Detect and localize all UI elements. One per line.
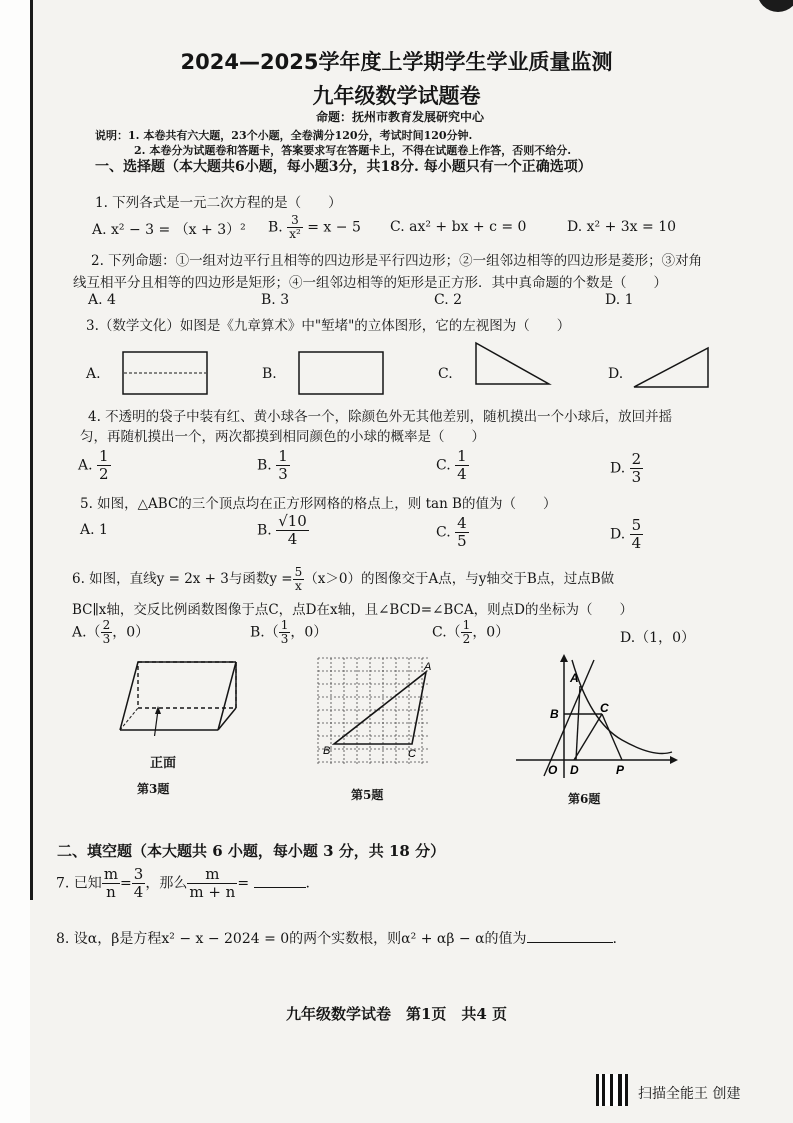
q1-option-b xyxy=(268,214,361,241)
q6-a-post: ，0） xyxy=(112,624,150,641)
page-edge xyxy=(0,0,30,1123)
q7-f1-den: n xyxy=(106,883,116,901)
question-2-line-1: 2. 下列命题：①一组对边平行且相等的四边形是平行四边形；②一组邻边相等的四边形是菱形；③对角 xyxy=(91,253,703,269)
figure-6-label-p: P xyxy=(616,763,625,777)
figure-6-graph xyxy=(512,652,682,782)
exam-title: 2024—2025学年度上学期学生学业质量监测 xyxy=(180,50,613,74)
question-7 xyxy=(56,866,310,901)
q4-a-den: 2 xyxy=(99,465,109,483)
figure-6-caption: 第6题 xyxy=(568,792,601,806)
page-footer: 九年级数学试卷 第1页 共4 页 xyxy=(285,1005,508,1023)
exam-author: 命题：抚州市教育发展研究中心 xyxy=(316,110,485,124)
figure-5-caption: 第5题 xyxy=(351,788,384,802)
exam-subtitle: 九年级数学试题卷 xyxy=(312,84,481,108)
q6-c-post: ，0） xyxy=(472,624,510,641)
q2-option-d: D. 1 xyxy=(605,292,634,308)
q6-b-pre: B.（ xyxy=(250,624,279,641)
q3-option-b-figure xyxy=(298,351,386,397)
scanner-watermark: 扫描全能王 创建 xyxy=(638,1086,741,1102)
q5-c-num: 4 xyxy=(457,514,467,532)
question-8 xyxy=(56,928,617,948)
section-1-title: 一、选择题（本大题共6小题，每小题3分，共18分. 每小题只有一个正确选项） xyxy=(95,159,592,175)
figure-3-front-label: 正面 xyxy=(150,756,177,771)
qr-code-icon xyxy=(596,1074,628,1106)
question-6-line-1 xyxy=(72,566,614,593)
q4-c-fraction xyxy=(455,448,469,483)
figure-6-label-c: C xyxy=(600,701,609,715)
q6-stem-part-2: （x＞0）的图像交于A点，与y轴交于B点，过点B做 xyxy=(304,571,615,587)
figure-6-label-a: A xyxy=(570,671,579,685)
q6-a-fraction xyxy=(101,619,113,646)
q3-option-a-label: A. xyxy=(86,366,101,382)
figure-3-prism xyxy=(112,656,252,736)
q5-option-c xyxy=(436,515,469,550)
q1-option-b-fraction xyxy=(287,214,303,241)
q2-option-b: B. 3 xyxy=(261,292,290,308)
q5-c-den: 5 xyxy=(457,532,467,550)
q1-b-num: 3 xyxy=(287,214,303,228)
q4-option-d xyxy=(610,451,643,486)
q5-c-label: C. xyxy=(436,524,451,541)
q7-fraction-2 xyxy=(132,866,146,901)
q4-a-num: 1 xyxy=(99,447,109,465)
question-2-line-2: 线互相平分且相等的四边形是矩形；④一组邻边相等的矩形是正方形．其中真命题的个数是（ ） xyxy=(73,275,667,291)
figure-6-label-d: D xyxy=(570,763,579,777)
q6-c-fraction xyxy=(461,619,473,646)
q6-a-pre: A.（ xyxy=(72,624,101,641)
q7-mid: ，那么 xyxy=(145,875,188,892)
q4-option-b xyxy=(257,448,290,483)
q5-b-label: B. xyxy=(257,522,272,539)
q5-option-a: A. 1 xyxy=(80,522,108,538)
q7-f1-num: m xyxy=(103,865,119,883)
q5-d-num: 5 xyxy=(631,516,642,534)
corner-mark xyxy=(757,0,793,12)
q7-f3-den: m + n xyxy=(189,883,236,901)
q6-stem-part-1: 6. 如图，直线y = 2x + 3与函数y = xyxy=(72,571,293,587)
q4-a-label: A. xyxy=(78,457,93,474)
figure-5-label-c: C xyxy=(408,748,416,760)
q3-option-a-figure xyxy=(122,351,210,397)
figure-5-label-b: B xyxy=(323,745,331,757)
q7-fraction-3 xyxy=(187,866,237,901)
figure-5-labels xyxy=(312,654,442,774)
q4-b-label: B. xyxy=(257,457,272,474)
q6-c-num: 1 xyxy=(462,618,471,632)
q3-option-c-figure xyxy=(474,341,552,387)
q6-b-post: ，0） xyxy=(290,624,328,641)
q5-d-label: D. xyxy=(610,526,626,543)
q2-option-a: A. 4 xyxy=(88,292,116,308)
q4-b-fraction xyxy=(276,448,290,483)
figure-3-caption: 第3题 xyxy=(137,782,170,796)
q4-c-den: 4 xyxy=(457,465,467,483)
q5-b-num: √10 xyxy=(278,512,307,530)
q5-b-fraction xyxy=(276,513,309,548)
q4-b-den: 3 xyxy=(278,465,288,483)
figure-6-label-o: O xyxy=(548,763,558,777)
q6-a-num: 2 xyxy=(102,618,111,632)
q5-b-den: 4 xyxy=(287,530,298,548)
q7-f3-num: m xyxy=(187,866,237,884)
q5-option-b xyxy=(257,513,309,548)
q6-option-c xyxy=(432,619,509,646)
q6-b-num: 1 xyxy=(280,618,289,632)
q3-option-d-label: D. xyxy=(608,366,624,382)
question-6-line-2: BC∥x轴，交反比例函数图像于点C，点D在x轴，且∠BCD=∠BCA，则点D的坐标为（ ） xyxy=(72,602,633,618)
q7-f2-num: 3 xyxy=(133,865,144,883)
q8-end: . xyxy=(612,931,617,947)
q4-d-fraction xyxy=(630,451,644,486)
q1-option-a: A. x² − 3 = （x + 3）² xyxy=(92,222,246,238)
q6-a-den: 3 xyxy=(102,632,111,646)
section-2-title: 二、填空题（本大题共 6 小题，每小题 3 分，共 18 分） xyxy=(57,842,446,860)
q6-b-den: 3 xyxy=(280,632,289,646)
q6-c-pre: C.（ xyxy=(432,624,461,641)
q4-option-a xyxy=(78,448,111,483)
q4-d-num: 2 xyxy=(631,450,642,468)
q3-option-b-label: B. xyxy=(262,366,277,382)
q4-c-label: C. xyxy=(436,457,451,474)
q7-pre: 7. 已知 xyxy=(56,875,102,892)
question-3: 3.（数学文化）如图是《九章算术》中"堑堵"的立体图形，它的左视图为（ ） xyxy=(86,318,571,334)
q1-option-c: C. ax² + bx + c = 0 xyxy=(390,219,527,235)
q4-b-num: 1 xyxy=(278,447,288,465)
q2-option-c: C. 2 xyxy=(434,292,463,308)
q7-end: . xyxy=(305,875,310,892)
q7-f2-den: 4 xyxy=(133,883,144,901)
q7-answer-blank[interactable] xyxy=(254,887,306,888)
q7-fraction-1 xyxy=(102,866,120,901)
question-1: 1. 下列各式是一元二次方程的是（ ） xyxy=(95,195,342,211)
q1-option-b-label: B. xyxy=(268,219,283,236)
q3-option-d-figure xyxy=(632,346,712,390)
question-5: 5. 如图，△ABC的三个顶点均在正方形网格的格点上，则 tan B的值为（ ） xyxy=(80,496,557,512)
q6-stem-fraction xyxy=(293,566,305,593)
q8-answer-blank[interactable] xyxy=(527,942,613,943)
question-4-line-1: 4. 不透明的袋子中装有红、黄小球各一个，除颜色外无其他差别，随机摸出一个小球后，放回并摇 xyxy=(88,409,673,425)
q6-stem-den: x xyxy=(295,579,302,593)
instruction-2: 2. 本卷分为试题卷和答题卡，答案要求写在答题卡上，不得在试题卷上作答，否则不给分. xyxy=(134,144,572,157)
q7-eq: = xyxy=(120,875,132,892)
q6-b-fraction xyxy=(279,619,291,646)
q6-option-a xyxy=(72,619,149,646)
figure-6-label-b: B xyxy=(550,707,559,721)
q5-d-fraction xyxy=(630,517,644,552)
q5-option-d xyxy=(610,517,643,552)
figure-5-label-a: A xyxy=(424,661,432,673)
q4-d-den: 3 xyxy=(631,468,642,486)
q4-d-label: D. xyxy=(610,460,626,477)
q6-option-d: D.（1，0） xyxy=(620,630,695,646)
q1-option-b-rest: = x − 5 xyxy=(307,219,361,236)
q3-option-c-label: C. xyxy=(438,366,453,382)
q5-d-den: 4 xyxy=(631,534,642,552)
q4-option-c xyxy=(436,448,469,483)
q6-c-den: 2 xyxy=(462,632,471,646)
q8-text: 8. 设α，β是方程x² − x − 2024 = 0的两个实数根，则α² + αβ − α的值为 xyxy=(56,931,527,947)
q5-c-fraction xyxy=(455,515,469,550)
question-4-line-2: 匀，再随机摸出一个，两次都摸到相同颜色的小球的概率是（ ） xyxy=(80,429,485,445)
q1-b-den: x² xyxy=(289,227,301,241)
q6-option-b xyxy=(250,619,327,646)
page-edge-line xyxy=(30,0,33,900)
instruction-1: 说明：1. 本卷共有六大题，23个小题，全卷满分120分，考试时间120分钟. xyxy=(95,129,473,142)
q4-a-fraction xyxy=(97,448,111,483)
q6-stem-num: 5 xyxy=(294,565,303,579)
q4-c-num: 1 xyxy=(457,447,467,465)
q7-post: = xyxy=(237,875,250,892)
q1-option-d: D. x² + 3x = 10 xyxy=(567,219,677,235)
